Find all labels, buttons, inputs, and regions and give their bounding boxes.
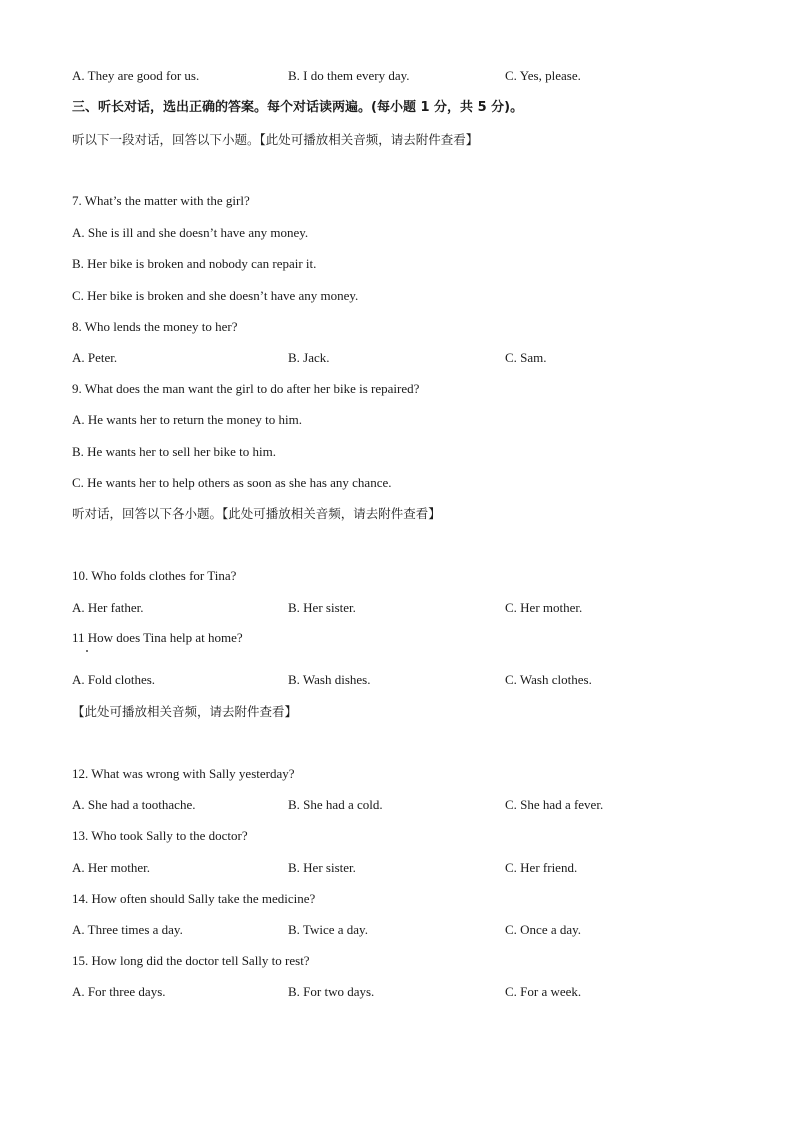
q12-option-b: B. She had a cold. xyxy=(288,797,383,812)
q15-options xyxy=(72,984,732,1000)
q6-options xyxy=(72,68,732,84)
q9-stem: 9. What does the man want the girl to do after her bike is repaired? xyxy=(72,381,420,396)
q8-options xyxy=(72,350,732,366)
q15-option-a: A. For three days. xyxy=(72,984,166,999)
q10-option-b: B. Her sister. xyxy=(288,600,356,615)
q10-options xyxy=(72,600,732,616)
q14-option-a: A. Three times a day. xyxy=(72,922,183,937)
q11-stem: 11 How does Tina help at home? xyxy=(72,630,243,645)
q13-option-c: C. Her friend. xyxy=(505,860,578,875)
q12-option-c: C. She had a fever. xyxy=(505,797,604,812)
q14-options xyxy=(72,922,732,938)
stray-dot-mark xyxy=(86,650,88,652)
q8-option-a: A. Peter. xyxy=(72,350,118,365)
q11-options xyxy=(72,672,732,688)
q11-option-c: C. Wash clothes. xyxy=(505,672,592,687)
q11-option-a: A. Fold clothes. xyxy=(72,672,156,687)
q11-option-b: B. Wash dishes. xyxy=(288,672,371,687)
q7-option-a: A. She is ill and she doesn’t have any money. xyxy=(72,225,309,240)
q13-option-b: B. Her sister. xyxy=(288,860,356,875)
section-heading: 三、听长对话，选出正确的答案。每个对话读两遍。(每小题 1 分，共 5 分)。 xyxy=(72,100,524,115)
q15-option-b: B. For two days. xyxy=(288,984,375,999)
q14-option-b: B. Twice a day. xyxy=(288,922,368,937)
q14-option-c: C. Once a day. xyxy=(505,922,582,937)
q7-stem: 7. What’s the matter with the girl? xyxy=(72,193,250,208)
q13-stem: 13. Who took Sally to the doctor? xyxy=(72,828,248,843)
q14-stem: 14. How often should Sally take the medicine? xyxy=(72,891,316,906)
audio-instruction-2: 听对话，回答以下各小题。【此处可播放相关音频，请去附件查看】 xyxy=(72,506,441,521)
q15-stem: 15. How long did the doctor tell Sally to rest? xyxy=(72,953,310,968)
q8-option-b: B. Jack. xyxy=(288,350,330,365)
q15-option-c: C. For a week. xyxy=(505,984,582,999)
q10-stem: 10. Who folds clothes for Tina? xyxy=(72,568,237,583)
q9-option-b: B. He wants her to sell her bike to him. xyxy=(72,444,276,459)
audio-instruction-1: 听以下一段对话，回答以下小题。【此处可播放相关音频，请去附件查看】 xyxy=(72,132,479,147)
audio-instruction-3: 【此处可播放相关音频，请去附件查看】 xyxy=(72,704,298,719)
q12-option-a: A. She had a toothache. xyxy=(72,797,196,812)
q7-option-c: C. Her bike is broken and she doesn’t have any money. xyxy=(72,288,359,303)
q8-option-c: C. Sam. xyxy=(505,350,547,365)
q8-stem: 8. Who lends the money to her? xyxy=(72,319,238,334)
q13-options xyxy=(72,860,732,876)
q6-option-c: C. Yes, please. xyxy=(505,68,581,83)
q13-option-a: A. Her mother. xyxy=(72,860,150,875)
q10-option-c: C. Her mother. xyxy=(505,600,583,615)
q7-option-b: B. Her bike is broken and nobody can repair it. xyxy=(72,256,317,271)
q9-option-a: A. He wants her to return the money to him. xyxy=(72,412,302,427)
q6-option-b: B. I do them every day. xyxy=(288,68,410,83)
q6-option-a: A. They are good for us. xyxy=(72,68,200,83)
q12-options xyxy=(72,797,732,813)
q9-option-c: C. He wants her to help others as soon as she has any chance. xyxy=(72,475,392,490)
q12-stem: 12. What was wrong with Sally yesterday? xyxy=(72,766,295,781)
q10-option-a: A. Her father. xyxy=(72,600,144,615)
